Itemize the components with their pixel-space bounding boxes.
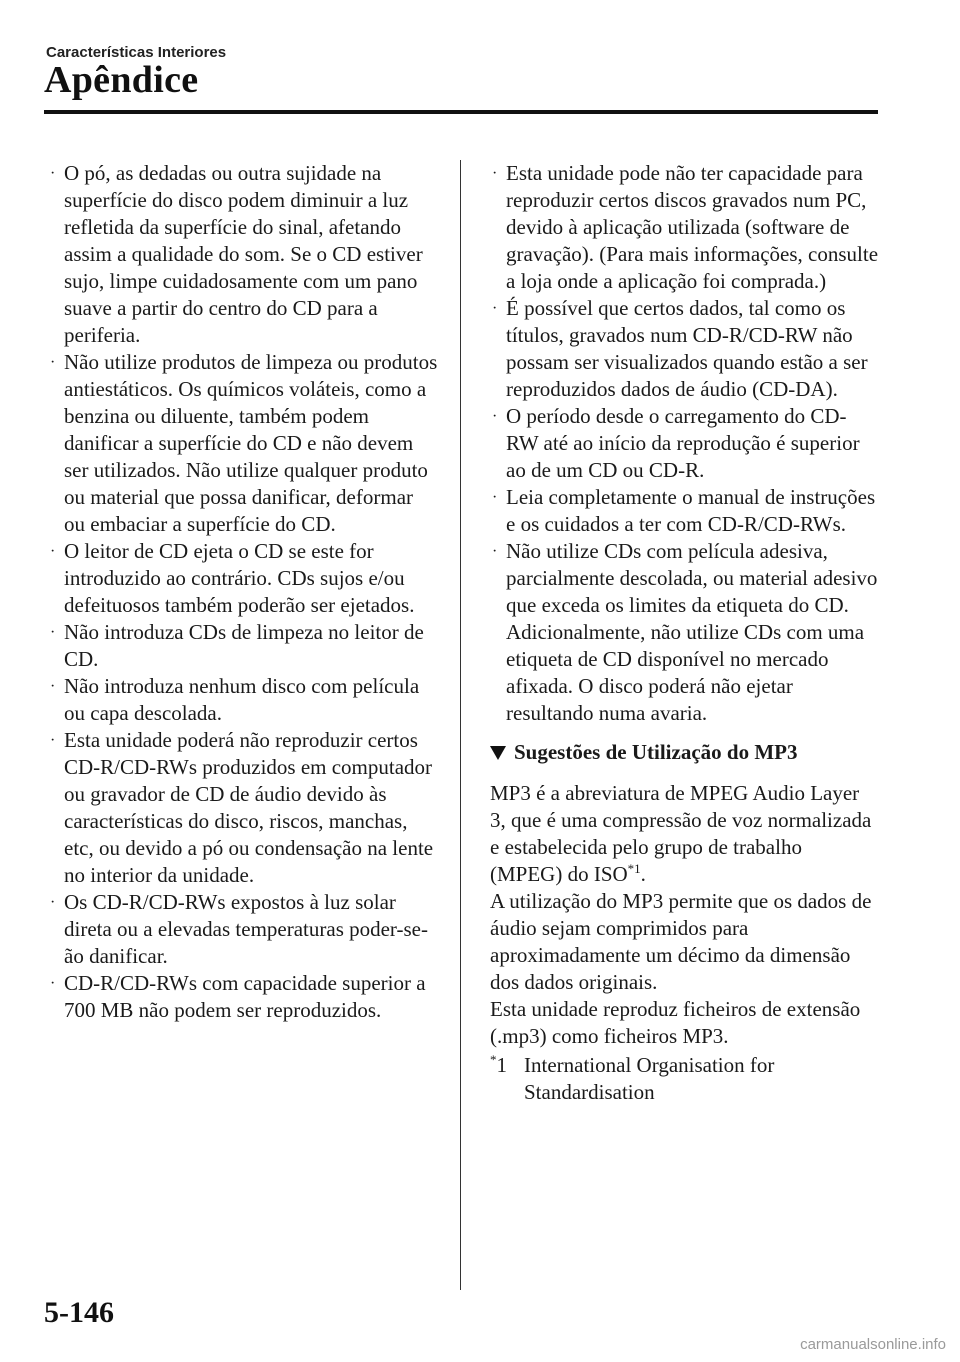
right-bullet-list xyxy=(490,160,878,727)
down-triangle-icon xyxy=(490,746,506,760)
bullet-dot-icon: · xyxy=(50,894,56,911)
bullet-dot-icon: · xyxy=(50,678,56,695)
list-item: · Não introduza nenhum disco com película ou capa descolada. xyxy=(50,674,420,725)
left-bullet-list xyxy=(48,160,438,1024)
header-rule xyxy=(44,110,878,114)
bullet-dot-icon: · xyxy=(492,165,498,182)
footnote xyxy=(490,1052,878,1106)
list-item: · Não utilize produtos de limpeza ou produtos antiestáticos. Os químicos voláteis, como a benzina ou diluente, também podem danificar a superfície do CD e não devem ser utilizados. Não utilize qualquer produto ou material que possa danificar, deformar ou embaciar a superfície do CD. xyxy=(50,350,438,536)
left-column xyxy=(48,160,438,1024)
list-item: · O pó, as dedadas ou outra sujidade na superfície do disco podem diminuir a luz refletida da superfície do sinal, afetando assim a qualidade do som. Se o CD estiver sujo, limpe cuidadosamente com um pano suave a partir do centro do CD para a periferia. xyxy=(50,161,423,347)
list-item: · Os CD-R/CD-RWs expostos à luz solar direta ou a elevadas temperaturas poder-se-ão danificar. xyxy=(50,890,428,968)
mp3-paragraph-3: Esta unidade reproduz ficheiros de extensão (.mp3) como ficheiros MP3. xyxy=(490,997,861,1048)
footnote-marker: *1 xyxy=(490,1052,507,1077)
watermark: carmanualsonline.info xyxy=(800,1336,946,1353)
bullet-dot-icon: · xyxy=(492,489,498,506)
list-item: · CD-R/CD-RWs com capacidade superior a 700 MB não podem ser reproduzidos. xyxy=(50,971,426,1022)
list-item: · É possível que certos dados, tal como os títulos, gravados num CD-R/CD-RW não possam ser visualizados quando estão a ser reproduzidos dados de áudio (CD-DA). xyxy=(492,296,868,401)
bullet-dot-icon: · xyxy=(50,165,56,182)
list-item: · O período desde o carregamento do CD-RW até ao início da reprodução é superior ao de um CD ou CD-R. xyxy=(492,404,860,482)
list-item: · Esta unidade poderá não reproduzir certos CD-R/CD-RWs produzidos em computador ou gravador de CD de áudio devido às características do disco, riscos, manchas, etc, ou devido a pó ou condensação na lente no interior da unidade. xyxy=(50,728,434,887)
bullet-dot-icon: · xyxy=(492,543,498,560)
list-item: · Não introduza CDs de limpeza no leitor de CD. xyxy=(50,620,424,671)
footnote-text: International Organisation for Standardisation xyxy=(524,1053,775,1104)
bullet-dot-icon: · xyxy=(492,408,498,425)
footnote-reference: *1 xyxy=(627,861,641,876)
bullet-dot-icon: · xyxy=(492,300,498,317)
list-item: · Esta unidade pode não ter capacidade para reproduzir certos discos gravados num PC, devido à aplicação utilizada (software de gravação). (Para mais informações, consulte a loja onde a aplicação foi comprada.) xyxy=(492,161,879,293)
bullet-dot-icon: · xyxy=(50,354,56,371)
mp3-section-heading: Sugestões de Utilização do MP3 xyxy=(490,739,878,766)
list-item: · Leia completamente o manual de instruções e os cuidados a ter com CD-R/CD-RWs. xyxy=(492,485,876,536)
mp3-paragraph-1: MP3 é a abreviatura de MPEG Audio Layer 3, que é uma compressão de voz normalizada e estabelecida pelo grupo de trabalho (MPEG) do ISO$^{*1}$. xyxy=(490,781,872,886)
bullet-dot-icon: · xyxy=(50,975,56,992)
page-number: 5-146 xyxy=(44,1296,114,1329)
right-column xyxy=(490,160,878,1106)
bullet-dot-icon: · xyxy=(50,732,56,749)
bullet-dot-icon: · xyxy=(50,543,56,560)
list-item: · O leitor de CD ejeta o CD se este for introduzido ao contrário. CDs sujos e/ou defeituosos também poderão ser ejetados. xyxy=(50,539,415,617)
bullet-dot-icon: · xyxy=(50,624,56,641)
chapter-title: Apêndice xyxy=(44,59,199,101)
column-divider xyxy=(460,160,461,1290)
mp3-paragraph-2: A utilização do MP3 permite que os dados de áudio sejam comprimidos para aproximadamente um décimo da dimensão dos dados originais. xyxy=(490,889,872,994)
list-item: · Não utilize CDs com película adesiva, parcialmente descolada, ou material adesivo que exceda os limites da etiqueta do CD. Adicionalmente, não utilize CDs com uma etiqueta de CD disponível no mercado afixada. O disco poderá não ejetar resultando numa avaria. xyxy=(492,539,878,725)
section-label: Características Interiores xyxy=(46,44,227,61)
